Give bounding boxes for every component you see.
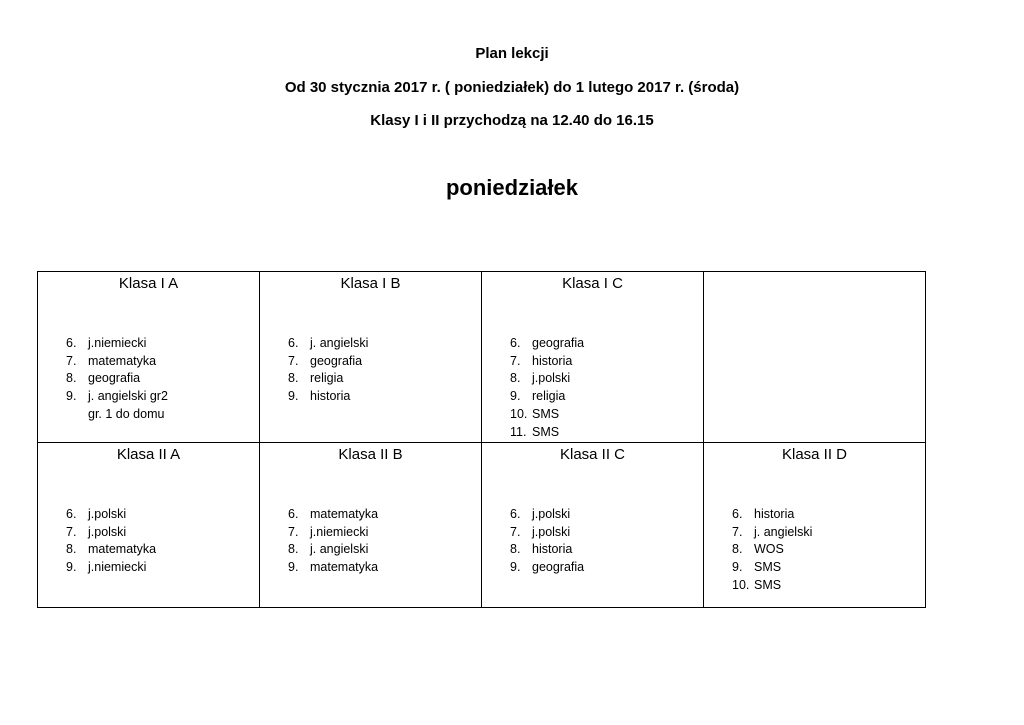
lesson-number: 6.	[510, 336, 521, 350]
lesson-number: 9.	[510, 389, 521, 404]
lesson-subject: matematyka	[88, 353, 157, 368]
lesson-subject: historia	[310, 389, 351, 404]
lesson-number: 6.	[288, 336, 299, 350]
class-cell	[260, 443, 482, 608]
lesson-number: 8.	[66, 542, 77, 557]
lesson-subject: matematyka	[310, 507, 379, 521]
doc-title: Plan lekcji	[475, 45, 549, 62]
lesson-subject: j.polski	[532, 507, 571, 521]
lesson-number: 9.	[288, 389, 299, 404]
lesson-item	[66, 370, 259, 388]
lesson-item	[66, 524, 259, 542]
lesson-item	[288, 388, 481, 406]
class-cell	[38, 443, 260, 608]
lesson-number: 7.	[510, 524, 521, 539]
lesson-subject: matematyka	[88, 542, 157, 557]
lesson-item	[732, 524, 925, 542]
lesson-number: 10.	[732, 577, 750, 592]
lesson-number: 6.	[510, 507, 521, 521]
schedule-row	[38, 443, 926, 608]
lesson-subject: j. angielski	[310, 542, 369, 557]
lesson-number: 8.	[510, 371, 521, 386]
lesson-subject: j.polski	[88, 507, 127, 521]
lesson-item	[510, 541, 703, 559]
lesson-subject: SMS	[532, 424, 560, 439]
lesson-item	[288, 559, 481, 577]
lesson-item	[66, 335, 259, 353]
lesson-number: 7.	[288, 524, 299, 539]
lesson-subject: j.niemiecki	[310, 524, 369, 539]
lesson-subject: j.polski	[532, 371, 571, 386]
class-name: Klasa II A	[116, 446, 181, 463]
lesson-number: 9.	[732, 560, 743, 575]
lesson-number: 8.	[732, 542, 743, 557]
lesson-list	[260, 335, 481, 406]
lesson-subject: geografia	[88, 371, 141, 386]
lesson-item	[510, 353, 703, 371]
lesson-item	[732, 541, 925, 559]
lesson-number: 9.	[66, 560, 77, 575]
lesson-item	[732, 506, 925, 524]
class-name: Klasa II B	[338, 446, 403, 463]
class-name	[704, 274, 925, 294]
lesson-subject: j. angielski gr2	[88, 389, 168, 404]
class-name: Klasa II C	[559, 446, 626, 463]
lesson-list	[38, 335, 259, 424]
schedule-table	[37, 271, 926, 608]
lesson-item	[510, 406, 703, 424]
lesson-subject: historia	[532, 353, 573, 368]
lesson-item	[510, 424, 703, 442]
lesson-number: 6.	[732, 507, 743, 521]
lesson-item	[66, 541, 259, 559]
lesson-number: 11.	[510, 424, 527, 439]
lesson-item	[288, 353, 481, 371]
lesson-item	[732, 577, 925, 595]
class-cell	[482, 443, 704, 608]
lesson-number: 8.	[288, 371, 299, 386]
lesson-item	[66, 388, 259, 406]
lesson-item	[510, 335, 703, 353]
class-name: Klasa I A	[118, 275, 179, 292]
day-heading: poniedziałek	[445, 175, 579, 200]
lesson-list	[704, 506, 925, 595]
lesson-subject: historia	[754, 507, 795, 521]
class-hours: Klasy I i II przychodzą na 12.40 do 16.15	[370, 112, 654, 129]
lesson-subject: SMS	[532, 406, 560, 421]
class-name: Klasa I C	[562, 275, 623, 292]
lesson-item	[66, 353, 259, 371]
lesson-number: 7.	[510, 353, 521, 368]
lesson-item	[288, 541, 481, 559]
lesson-number: 10.	[510, 406, 528, 421]
lesson-subject: j.polski	[88, 524, 127, 539]
class-cell	[704, 443, 926, 608]
lesson-subject: geografia	[532, 560, 585, 575]
lesson-number: 9.	[288, 560, 299, 575]
lesson-number: 7.	[732, 524, 743, 539]
class-cell	[482, 272, 704, 443]
lesson-subject: j.polski	[532, 524, 571, 539]
lesson-item	[288, 370, 481, 388]
lesson-item	[288, 506, 481, 524]
lesson-subject: j. angielski	[754, 524, 813, 539]
lesson-number: 6.	[66, 507, 77, 521]
lesson-subject: geografia	[310, 353, 363, 368]
lesson-list	[482, 506, 703, 577]
lesson-number: 8.	[66, 371, 77, 386]
lesson-item	[510, 524, 703, 542]
lesson-subject: matematyka	[310, 560, 379, 575]
lesson-item	[510, 388, 703, 406]
lesson-number: 8.	[510, 542, 521, 557]
lesson-item	[510, 559, 703, 577]
lesson-list	[482, 335, 703, 441]
lesson-subject: geografia	[532, 336, 585, 350]
lesson-subject: j. angielski	[310, 336, 369, 350]
lesson-subject: j.niemiecki	[88, 560, 147, 575]
class-name: Klasa I B	[340, 275, 401, 292]
lesson-subject: religia	[310, 371, 344, 386]
lesson-subject: historia	[532, 542, 573, 557]
lesson-subject: gr. 1 do domu	[88, 406, 165, 421]
lesson-number: 6.	[288, 507, 299, 521]
lesson-subject: SMS	[754, 577, 782, 592]
class-cell	[260, 272, 482, 443]
lesson-subject: SMS	[754, 560, 782, 575]
class-name: Klasa II D	[781, 446, 848, 463]
lesson-number: 7.	[288, 353, 299, 368]
lesson-number: 7.	[66, 524, 77, 539]
schedule-row	[38, 272, 926, 443]
lesson-item	[732, 559, 925, 577]
lesson-list	[38, 506, 259, 577]
lesson-number: 7.	[66, 353, 77, 368]
lesson-item	[66, 406, 259, 424]
lesson-item	[288, 335, 481, 353]
lesson-number: 9.	[66, 389, 77, 404]
lesson-item	[66, 506, 259, 524]
lesson-subject: religia	[532, 389, 566, 404]
lesson-item	[66, 559, 259, 577]
lesson-subject: j.niemiecki	[88, 336, 147, 350]
lesson-item	[288, 524, 481, 542]
class-cell	[704, 272, 926, 443]
lesson-list	[260, 506, 481, 577]
date-range: Od 30 stycznia 2017 r. ( poniedziałek) do 1 lutego 2017 r. (środa)	[284, 79, 740, 96]
lesson-number: 6.	[66, 336, 77, 350]
lesson-subject: WOS	[754, 542, 784, 557]
lesson-item	[510, 506, 703, 524]
lesson-number: 9.	[510, 560, 521, 575]
lesson-number: 8.	[288, 542, 299, 557]
lesson-item	[510, 370, 703, 388]
class-cell	[38, 272, 260, 443]
